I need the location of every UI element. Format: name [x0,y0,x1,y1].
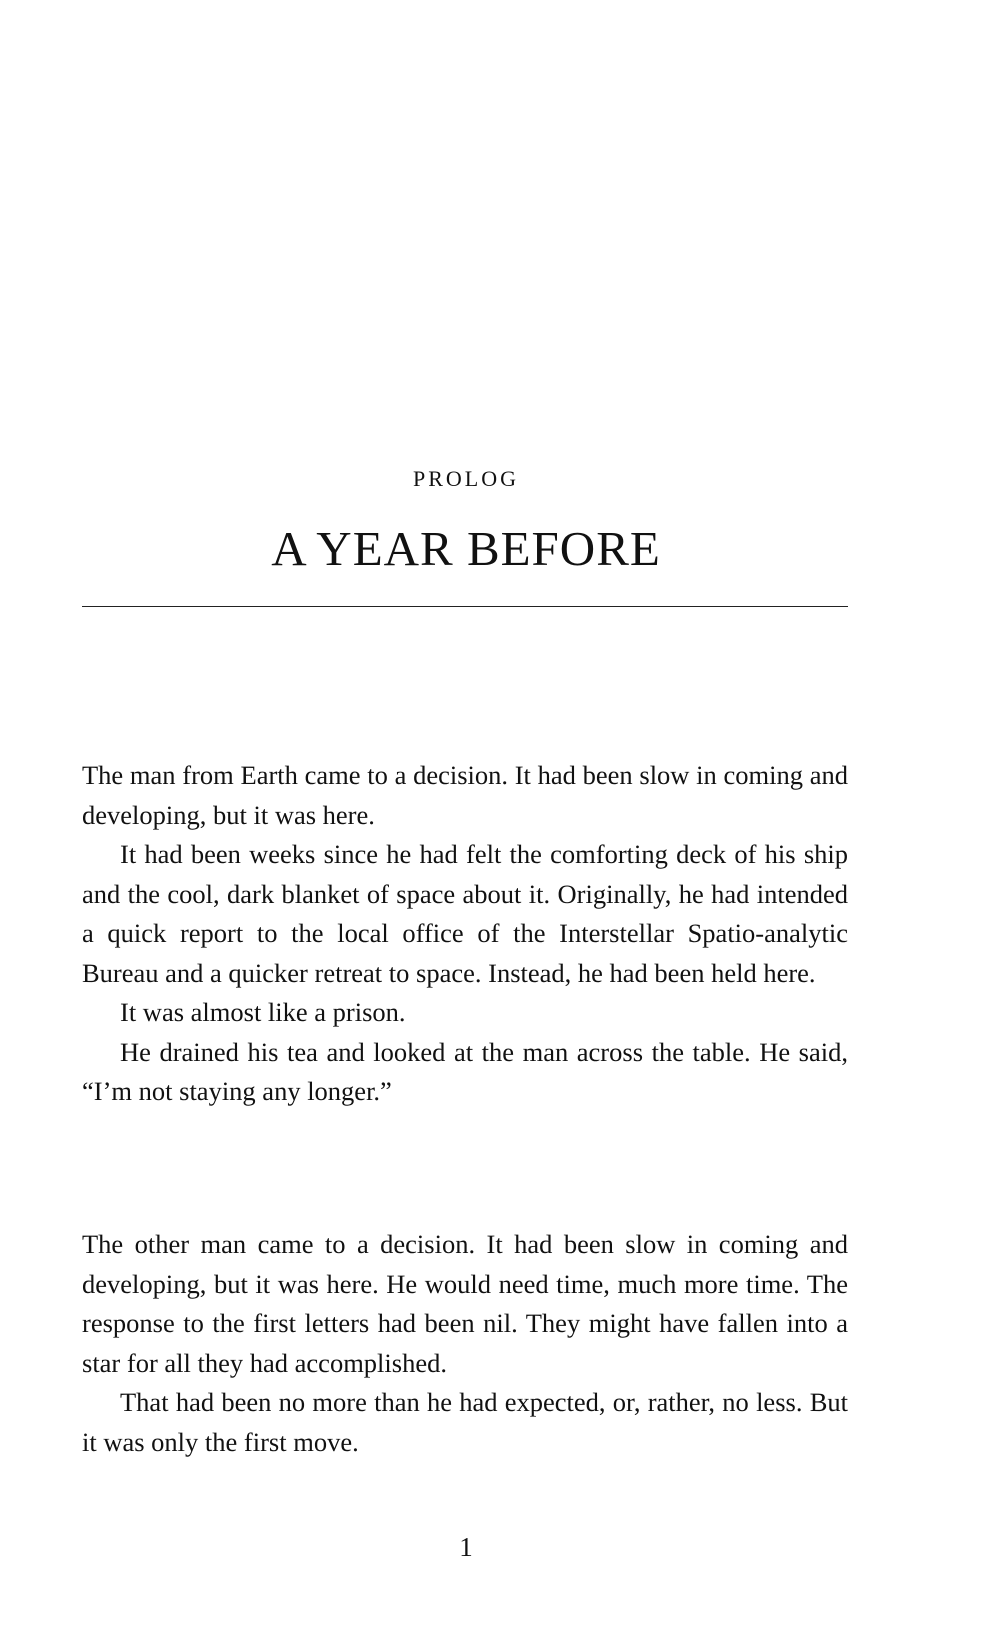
paragraph: The man from Earth came to a decision. It had been slow in coming and developing, but it was here. [82,760,848,830]
paragraph: That had been no more than he had expected, or, rather, no less. But it was only the first move. [82,1387,848,1457]
chapter-title: A YEAR BEFORE [271,521,661,576]
chapter-label: PROLOG [412,466,519,491]
text-section-1 [82,756,848,1112]
paragraph: It was almost like a prison. [120,997,406,1027]
page-number: 1 [459,1532,473,1562]
paragraph: It had been weeks since he had felt the comforting deck of his ship and the cool, dark blanket of space about it. Originally, he had intended a quick report to the local office of the Interstellar Spatio-analytic Bureau and a quicker retreat to space. Instead, he had been held here. [82,839,848,988]
paragraph: The other man came to a decision. It had been slow in coming and developing, but it was here. He would need time, much more time. The response to the first letters had been nil. They might have fallen into a star for all they had accomplished. [82,1229,848,1378]
paragraph: He drained his tea and looked at the man across the table. He said, “I’m not staying any longer.” [82,1036,848,1106]
text-section-2 [82,1225,848,1462]
title-divider [82,606,848,607]
